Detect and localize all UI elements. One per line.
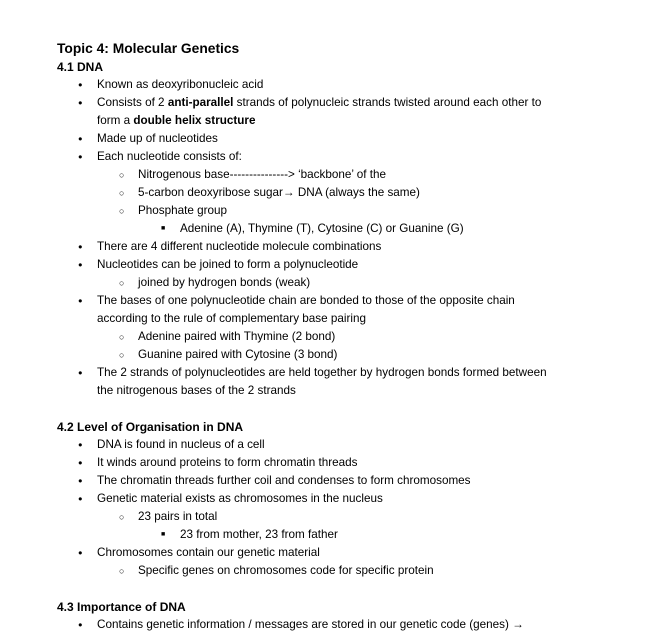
list-item: [0, 292, 665, 310]
list-item: [0, 346, 665, 364]
bullet-disc-icon: ●: [78, 548, 83, 557]
list-item-text: 23 pairs in total: [138, 510, 218, 523]
section-heading: 4.2 Level of Organisation in DNA: [57, 420, 244, 434]
list-item-text: There are 4 different nucleotide molecule combinations: [97, 240, 382, 253]
list-item-text: Specific genes on chromosomes code for specific protein: [138, 564, 434, 577]
list-item: [0, 382, 665, 400]
list-item-text: Contains genetic information / messages are stored in our genetic code (genes) →: [97, 618, 524, 631]
list-item: [0, 472, 665, 490]
list-item-text: Adenine paired with Thymine (2 bond): [138, 330, 336, 343]
document-body: [0, 58, 665, 634]
section-heading: 4.3 Importance of DNA: [57, 600, 186, 614]
list-item: [0, 328, 665, 346]
list-item: [0, 454, 665, 472]
list-item: [0, 490, 665, 508]
list-item-text: The bases of one polynucleotide chain are bonded to those of the opposite chain: [97, 294, 515, 307]
list-item-text: Known as deoxyribonucleic acid: [97, 78, 264, 91]
list-item: [0, 220, 665, 238]
list-item: [0, 436, 665, 454]
bullet-disc-icon: ●: [78, 458, 83, 467]
list-item-text: The 2 strands of polynucleotides are held together by hydrogen bonds formed between: [97, 366, 547, 379]
list-item: [0, 130, 665, 148]
bullet-disc-icon: ●: [78, 152, 83, 161]
section-heading: 4.1 DNA: [57, 60, 104, 74]
bullet-disc-icon: ●: [78, 476, 83, 485]
list-item: [0, 544, 665, 562]
list-item: [0, 184, 665, 202]
list-item-text: Consists of 2 anti-parallel strands of polynucleic strands twisted around each other to: [97, 96, 542, 109]
list-item-text: Nitrogenous base---------------> ‘backbone’ of the: [138, 168, 386, 181]
list-item-text: Each nucleotide consists of:: [97, 150, 242, 163]
list-item: [0, 274, 665, 292]
list-item: [0, 364, 665, 382]
list-item: [0, 508, 665, 526]
list-item-text: joined by hydrogen bonds (weak): [138, 276, 311, 289]
list-item-text: The chromatin threads further coil and condenses to form chromosomes: [97, 474, 471, 487]
list-item-text: 23 from mother, 23 from father: [180, 528, 338, 541]
list-item: [0, 76, 665, 94]
bullet-circle-icon: ○: [119, 170, 125, 180]
list-item-text: Phosphate group: [138, 204, 228, 217]
bullet-circle-icon: ○: [119, 512, 125, 522]
bullet-circle-icon: ○: [119, 332, 125, 342]
bullet-disc-icon: ●: [78, 242, 83, 251]
bullet-circle-icon: ○: [119, 350, 125, 360]
bullet-square-icon: ■: [161, 225, 166, 232]
list-item-text: Adenine (A), Thymine (T), Cytosine (C) or Guanine (G): [180, 222, 464, 235]
list-item: [0, 616, 665, 634]
list-item-text: the nitrogenous bases of the 2 strands: [97, 384, 296, 397]
list-item-text: 5-carbon deoxyribose sugar→ DNA (always the same): [138, 186, 420, 199]
list-item: [0, 202, 665, 220]
list-item: [0, 562, 665, 580]
bullet-disc-icon: ●: [78, 260, 83, 269]
bullet-circle-icon: ○: [119, 278, 125, 288]
bullet-disc-icon: ●: [78, 368, 83, 377]
list-item: [0, 94, 665, 112]
list-item-text: Genetic material exists as chromosomes in the nucleus: [97, 492, 383, 505]
list-item-text: Chromosomes contain our genetic material: [97, 546, 320, 559]
list-item: [0, 112, 665, 130]
bullet-disc-icon: ●: [78, 80, 83, 89]
list-item-text: Guanine paired with Cytosine (3 bond): [138, 348, 338, 361]
list-item-text: form a double helix structure: [97, 114, 256, 127]
list-item: [0, 256, 665, 274]
bullet-circle-icon: ○: [119, 188, 125, 198]
bullet-disc-icon: ●: [78, 98, 83, 107]
list-item-text: Made up of nucleotides: [97, 132, 218, 145]
list-item-text: according to the rule of complementary base pairing: [97, 312, 366, 325]
list-item: [0, 238, 665, 256]
list-item: [0, 148, 665, 166]
bullet-disc-icon: ●: [78, 134, 83, 143]
list-item: [0, 310, 665, 328]
document-title: Topic 4: Molecular Genetics: [57, 41, 240, 56]
bullet-disc-icon: ●: [78, 494, 83, 503]
bullet-disc-icon: ●: [78, 440, 83, 449]
bullet-disc-icon: ●: [78, 620, 83, 629]
list-item-text: DNA is found in nucleus of a cell: [97, 438, 265, 451]
bullet-square-icon: ■: [161, 531, 166, 538]
bullet-circle-icon: ○: [119, 206, 125, 216]
list-item-text: Nucleotides can be joined to form a polynucleotide: [97, 258, 359, 271]
bullet-disc-icon: ●: [78, 296, 83, 305]
list-item: [0, 166, 665, 184]
bullet-circle-icon: ○: [119, 566, 125, 576]
list-item-text: It winds around proteins to form chromatin threads: [97, 456, 358, 469]
list-item: [0, 526, 665, 544]
